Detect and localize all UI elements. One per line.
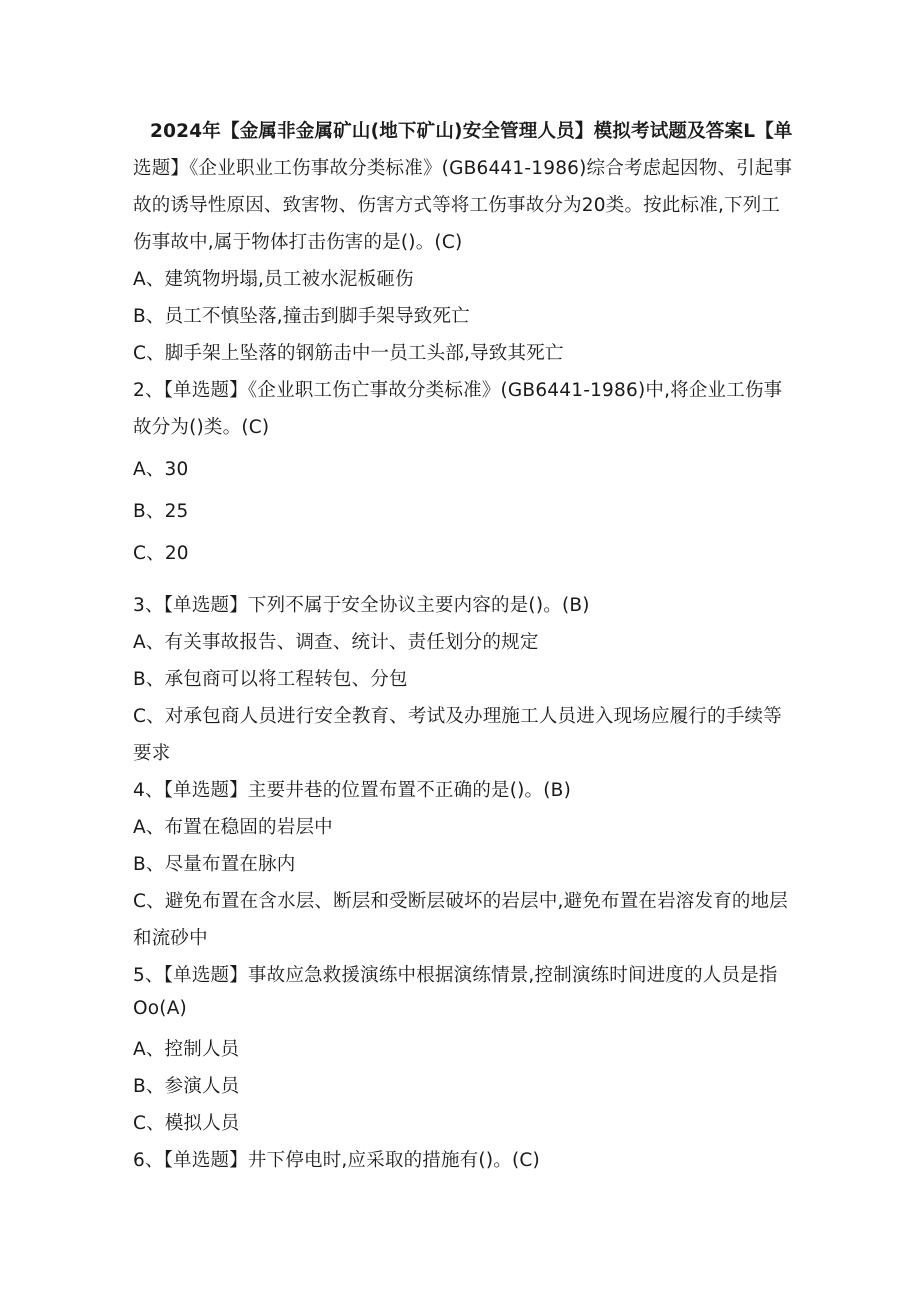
- q1-option-c: C、脚手架上坠落的钢筋击中一员工头部,导致其死亡: [133, 343, 564, 364]
- q4-option-b: B、尽量布置在脉内: [133, 854, 296, 875]
- q5-line-2: Oo(A): [133, 998, 187, 1019]
- q4-option-c-cont: 和流砂中: [133, 928, 208, 949]
- q2-line-1: 2、【单选题】《企业职工伤亡事故分类标准》(GB6441-1986)中,将企业工伤事: [133, 380, 783, 401]
- q3-option-c-cont: 要求: [133, 743, 171, 764]
- q3-line-1: 3、【单选题】下列不属于安全协议主要内容的是()。(B): [133, 595, 590, 616]
- q6-line-1: 6、【单选题】井下停电时,应采取的措施有()。(C): [133, 1150, 540, 1171]
- q5-option-b: B、参演人员: [133, 1076, 240, 1097]
- q4-option-a: A、布置在稳固的岩层中: [133, 817, 333, 838]
- q1-line-2: 选题】《企业职业工伤事故分类标准》(GB6441-1986)综合考虑起因物、引起事: [133, 158, 793, 179]
- q4-line-1: 4、【单选题】主要井巷的位置布置不正确的是()。(B): [133, 780, 571, 801]
- title-bold: 2024年【金属非金属矿山(地下矿山)安全管理人员】模拟考试题及答案L【单: [150, 121, 793, 142]
- q2-option-b: B、25: [133, 501, 189, 522]
- q1-line-3: 故的诱导性原因、致害物、伤害方式等将工伤事故分为20类。按此标准,下列工: [133, 195, 781, 216]
- q5-option-c: C、模拟人员: [133, 1113, 240, 1134]
- q1-option-a: A、建筑物坍塌,员工被水泥板砸伤: [133, 269, 414, 290]
- q1-option-b: B、员工不慎坠落,撞击到脚手架导致死亡: [133, 306, 470, 327]
- q3-option-b: B、承包商可以将工程转包、分包: [133, 669, 408, 690]
- q3-option-a: A、有关事故报告、调查、统计、责任划分的规定: [133, 632, 539, 653]
- q5-line-1: 5、【单选题】事故应急救援演练中根据演练情景,控制演练时间进度的人员是指: [133, 965, 778, 986]
- q1-line-4: 伤事故中,属于物体打击伤害的是()。(C): [133, 232, 463, 253]
- q2-option-c: C、20: [133, 543, 189, 564]
- q4-option-c: C、避免布置在含水层、断层和受断层破坏的岩层中,避免布置在岩溶发育的地层: [133, 891, 789, 912]
- q2-line-2: 故分为()类。(C): [133, 417, 270, 438]
- q5-option-a: A、控制人员: [133, 1039, 240, 1060]
- doc-title-line: [150, 117, 793, 143]
- q3-option-c: C、对承包商人员进行安全教育、考试及办理施工人员进入现场应履行的手续等: [133, 706, 782, 727]
- q2-option-a: A、30: [133, 459, 189, 480]
